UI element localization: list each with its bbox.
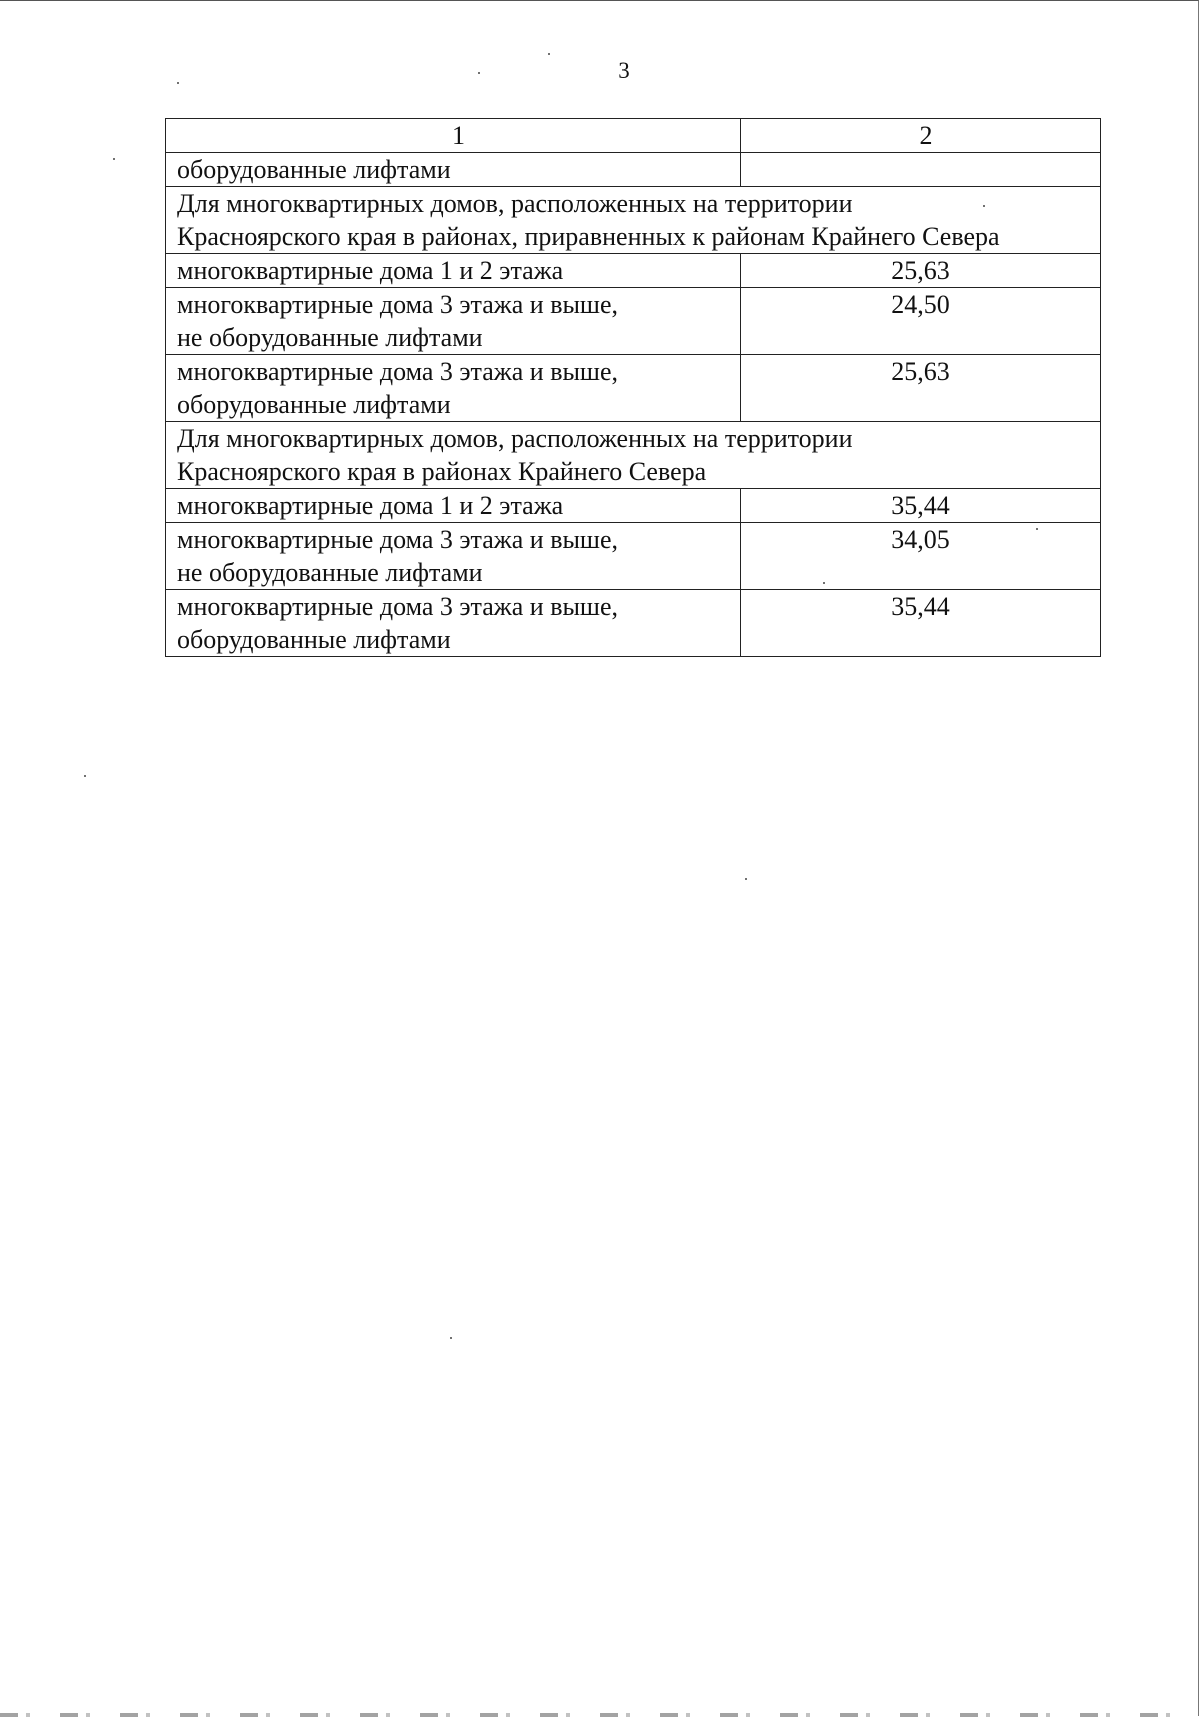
scan-speck [84, 775, 86, 777]
column-header-2: 2 [741, 119, 1101, 153]
table-header-row [166, 119, 1101, 153]
row-label-line: оборудованные лифтами [177, 625, 451, 654]
row-value: 35,44 [741, 489, 1101, 523]
row-label [166, 288, 741, 355]
row-label [166, 254, 741, 288]
row-label [166, 489, 741, 523]
table-row [166, 153, 1101, 187]
row-label-line: многоквартирные дома 1 и 2 этажа [177, 256, 564, 285]
row-label-line: многоквартирные дома 1 и 2 этажа [177, 491, 564, 520]
row-label-line: многоквартирные дома 3 этажа и выше, [177, 290, 618, 319]
table-row [166, 254, 1101, 288]
row-label-line: оборудованные лифтами [177, 390, 451, 419]
row-value: 25,63 [741, 254, 1101, 288]
table-row [166, 590, 1101, 657]
row-label-line: не оборудованные лифтами [177, 558, 483, 587]
section-heading [166, 422, 1101, 489]
table-section-row [166, 422, 1101, 489]
row-label [166, 590, 741, 657]
scan-speck [745, 878, 747, 880]
row-label-line: многоквартирные дома 3 этажа и выше, [177, 357, 618, 386]
scan-speck [450, 1337, 452, 1339]
table-row [166, 355, 1101, 422]
tariff-table [165, 118, 1101, 657]
table-row [166, 288, 1101, 355]
scan-speck [823, 582, 825, 584]
table-row [166, 489, 1101, 523]
scan-speck [548, 53, 550, 55]
row-value: 35,44 [741, 590, 1101, 657]
section-heading-line: Красноярского края в районах Крайнего Севера [177, 457, 707, 486]
column-header-1: 1 [166, 119, 741, 153]
row-label-line: многоквартирные дома 3 этажа и выше, [177, 592, 618, 621]
table-section-row [166, 187, 1101, 254]
row-label [166, 523, 741, 590]
scan-speck [478, 72, 480, 74]
row-value: 34,05 [741, 523, 1101, 590]
table-row [166, 523, 1101, 590]
row-value [741, 153, 1101, 187]
row-label-line: оборудованные лифтами [177, 155, 451, 184]
page-number: 3 [618, 58, 630, 83]
scan-speck [1036, 528, 1038, 530]
row-label-line: не оборудованные лифтами [177, 323, 483, 352]
scan-edge-noise [0, 1713, 1200, 1717]
table-body [166, 119, 1101, 657]
row-label-line: многоквартирные дома 3 этажа и выше, [177, 525, 618, 554]
section-heading-line: Для многоквартирных домов, расположенных на территории [177, 189, 853, 218]
scan-speck [177, 82, 179, 84]
row-label [166, 355, 741, 422]
scan-speck [113, 158, 115, 160]
row-value: 25,63 [741, 355, 1101, 422]
section-heading-line: Для многоквартирных домов, расположенных на территории [177, 424, 853, 453]
row-label [166, 153, 741, 187]
scan-speck [983, 205, 985, 207]
section-heading-line: Красноярского края в районах, приравненных к районам Крайнего Севера [177, 222, 1000, 251]
row-value: 24,50 [741, 288, 1101, 355]
section-heading [166, 187, 1101, 254]
